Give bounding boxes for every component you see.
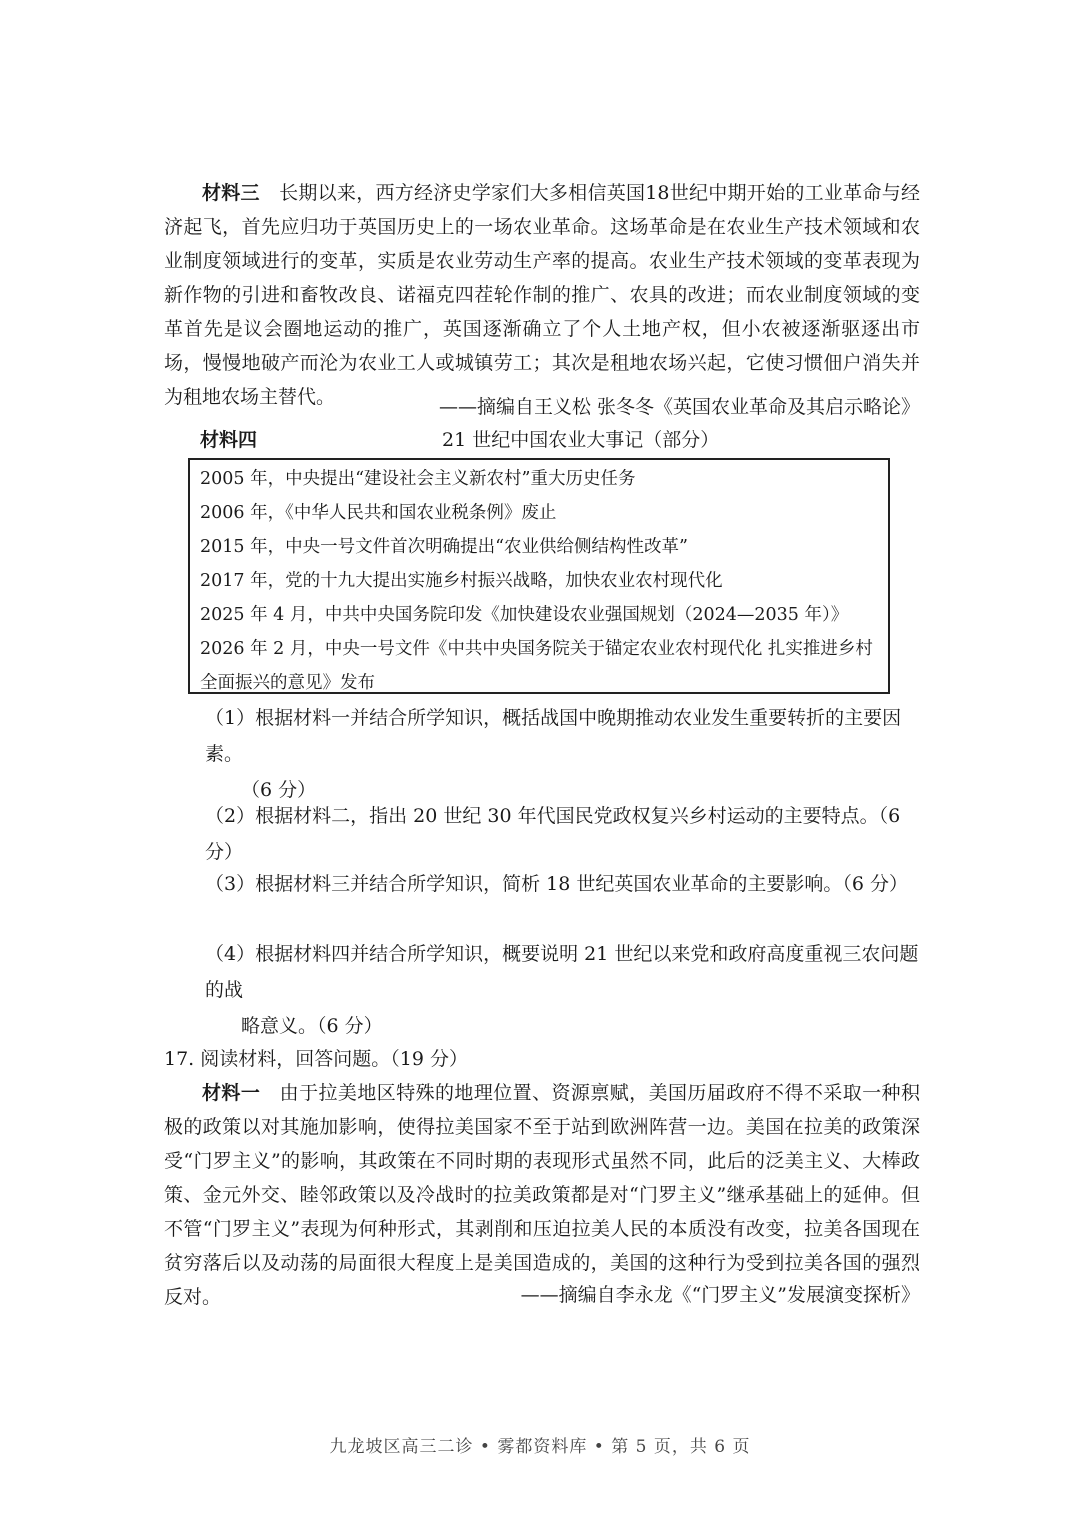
material-three-source: ——摘编自王义松 张冬冬《英国农业革命及其启示略论》 <box>438 396 920 418</box>
q17-material-one-text: 由于拉美地区特殊的地理位置、资源禀赋，美国历届政府不得不采取一种积极的政策以对其施加影响，使得拉美国家不至于站到欧洲阵营一边。美国在拉美的政策深受“门罗主义”的影响，其政策在不同时期的表现形式虽然不同，此后的泛美主义、大棒政策、金元外交、睦邻政策以及冷战时的拉美政策都是对“门罗主义”继承基础上的延伸。但不管“门罗主义”表现为何种形式，其剥削和压迫拉美人民的本质没有改变，拉美各国现在贫穷落后以及动荡的局面很大程度上是美国造成的，美国的这种行为受到拉美各国的强烈反对。 <box>164 1082 920 1308</box>
q17-material-one-source: ——摘编自李永龙《“门罗主义”发展演变探析》 <box>520 1284 920 1306</box>
timeline-event: 2015 年，中央一号文件首次明确提出“农业供给侧结构性改革” <box>200 537 688 557</box>
timeline-event: 2017 年，党的十九大提出实施乡村振兴战略，加快农业农村现代化 <box>200 571 723 591</box>
timeline-event: 2005 年，中央提出“建设社会主义新农村”重大历史任务 <box>200 469 636 489</box>
material-four-label: 材料四 <box>200 429 258 451</box>
timeline-event: 2006 年，《中华人民共和国农业税条例》废止 <box>200 503 557 523</box>
timeline-list <box>200 462 878 700</box>
q17-material-one <box>164 1076 920 1314</box>
question-4 <box>205 936 923 1044</box>
timeline-event: 2026 年 2 月，中央一号文件《中共中央国务院关于锚定农业农村现代化 扎实推进乡村全面振兴的意见》发布 <box>200 639 873 693</box>
question-1 <box>205 700 923 808</box>
material-four-header <box>200 424 900 456</box>
material-three-text: 长期以来，西方经济史学家们大多相信英国18世纪中期开始的工业革命与经济起飞，首先应归功于英国历史上的一场农业革命。这场革命是在农业生产技术领域和农业制度领域进行的变革，实质是农业劳动生产率的提高。农业生产技术领域的变革表现为新作物的引进和畜牧改良、诺福克四茬轮作制的推广、农具的改进；而农业制度领域的变革首先是议会圈地运动的推广，英国逐渐确立了个人土地产权，但小农被逐渐驱逐出市场，慢慢地破产而沦为农业工人或城镇劳工；其次是租地农场兴起，它使习惯佃户消失并为租地农场主替代。 <box>164 182 920 408</box>
timeline-event: 2025 年 4 月，中共中央国务院印发《加快建设农业强国规划（2024—2035 年）》 <box>200 605 849 625</box>
timeline-box <box>188 458 890 694</box>
material-three-label: 材料三 <box>202 182 260 204</box>
question-2-text: （2）根据材料二，指出 20 世纪 30 年代国民党政权复兴乡村运动的主要特点。（6 分） <box>205 805 901 863</box>
question-1-text: （1）根据材料一并结合所学知识，概括战国中晚期推动农业发生重要转折的主要因素。 <box>205 707 902 765</box>
question-3 <box>205 866 923 902</box>
material-three <box>164 176 920 414</box>
question-2 <box>205 798 923 870</box>
q17-material-one-label: 材料一 <box>202 1082 261 1104</box>
material-four-title: 21 世纪中国农业大事记（部分） <box>442 429 720 451</box>
question-17-heading: 17. 阅读材料，回答问题。（19 分） <box>164 1048 468 1070</box>
question-4-points: 略意义。（6 分） <box>241 1015 383 1037</box>
question-4-text: （4）根据材料四并结合所学知识，概要说明 21 世纪以来党和政府高度重视三农问题的战 <box>205 943 919 1001</box>
page-footer: 九龙坡区高三二诊 • 雾都资料库 • 第 5 页，共 6 页 <box>329 1437 751 1457</box>
question-3-text: （3）根据材料三并结合所学知识，简析 18 世纪英国农业革命的主要影响。（6 分） <box>205 873 908 895</box>
question-1-points: （6 分） <box>241 779 317 801</box>
